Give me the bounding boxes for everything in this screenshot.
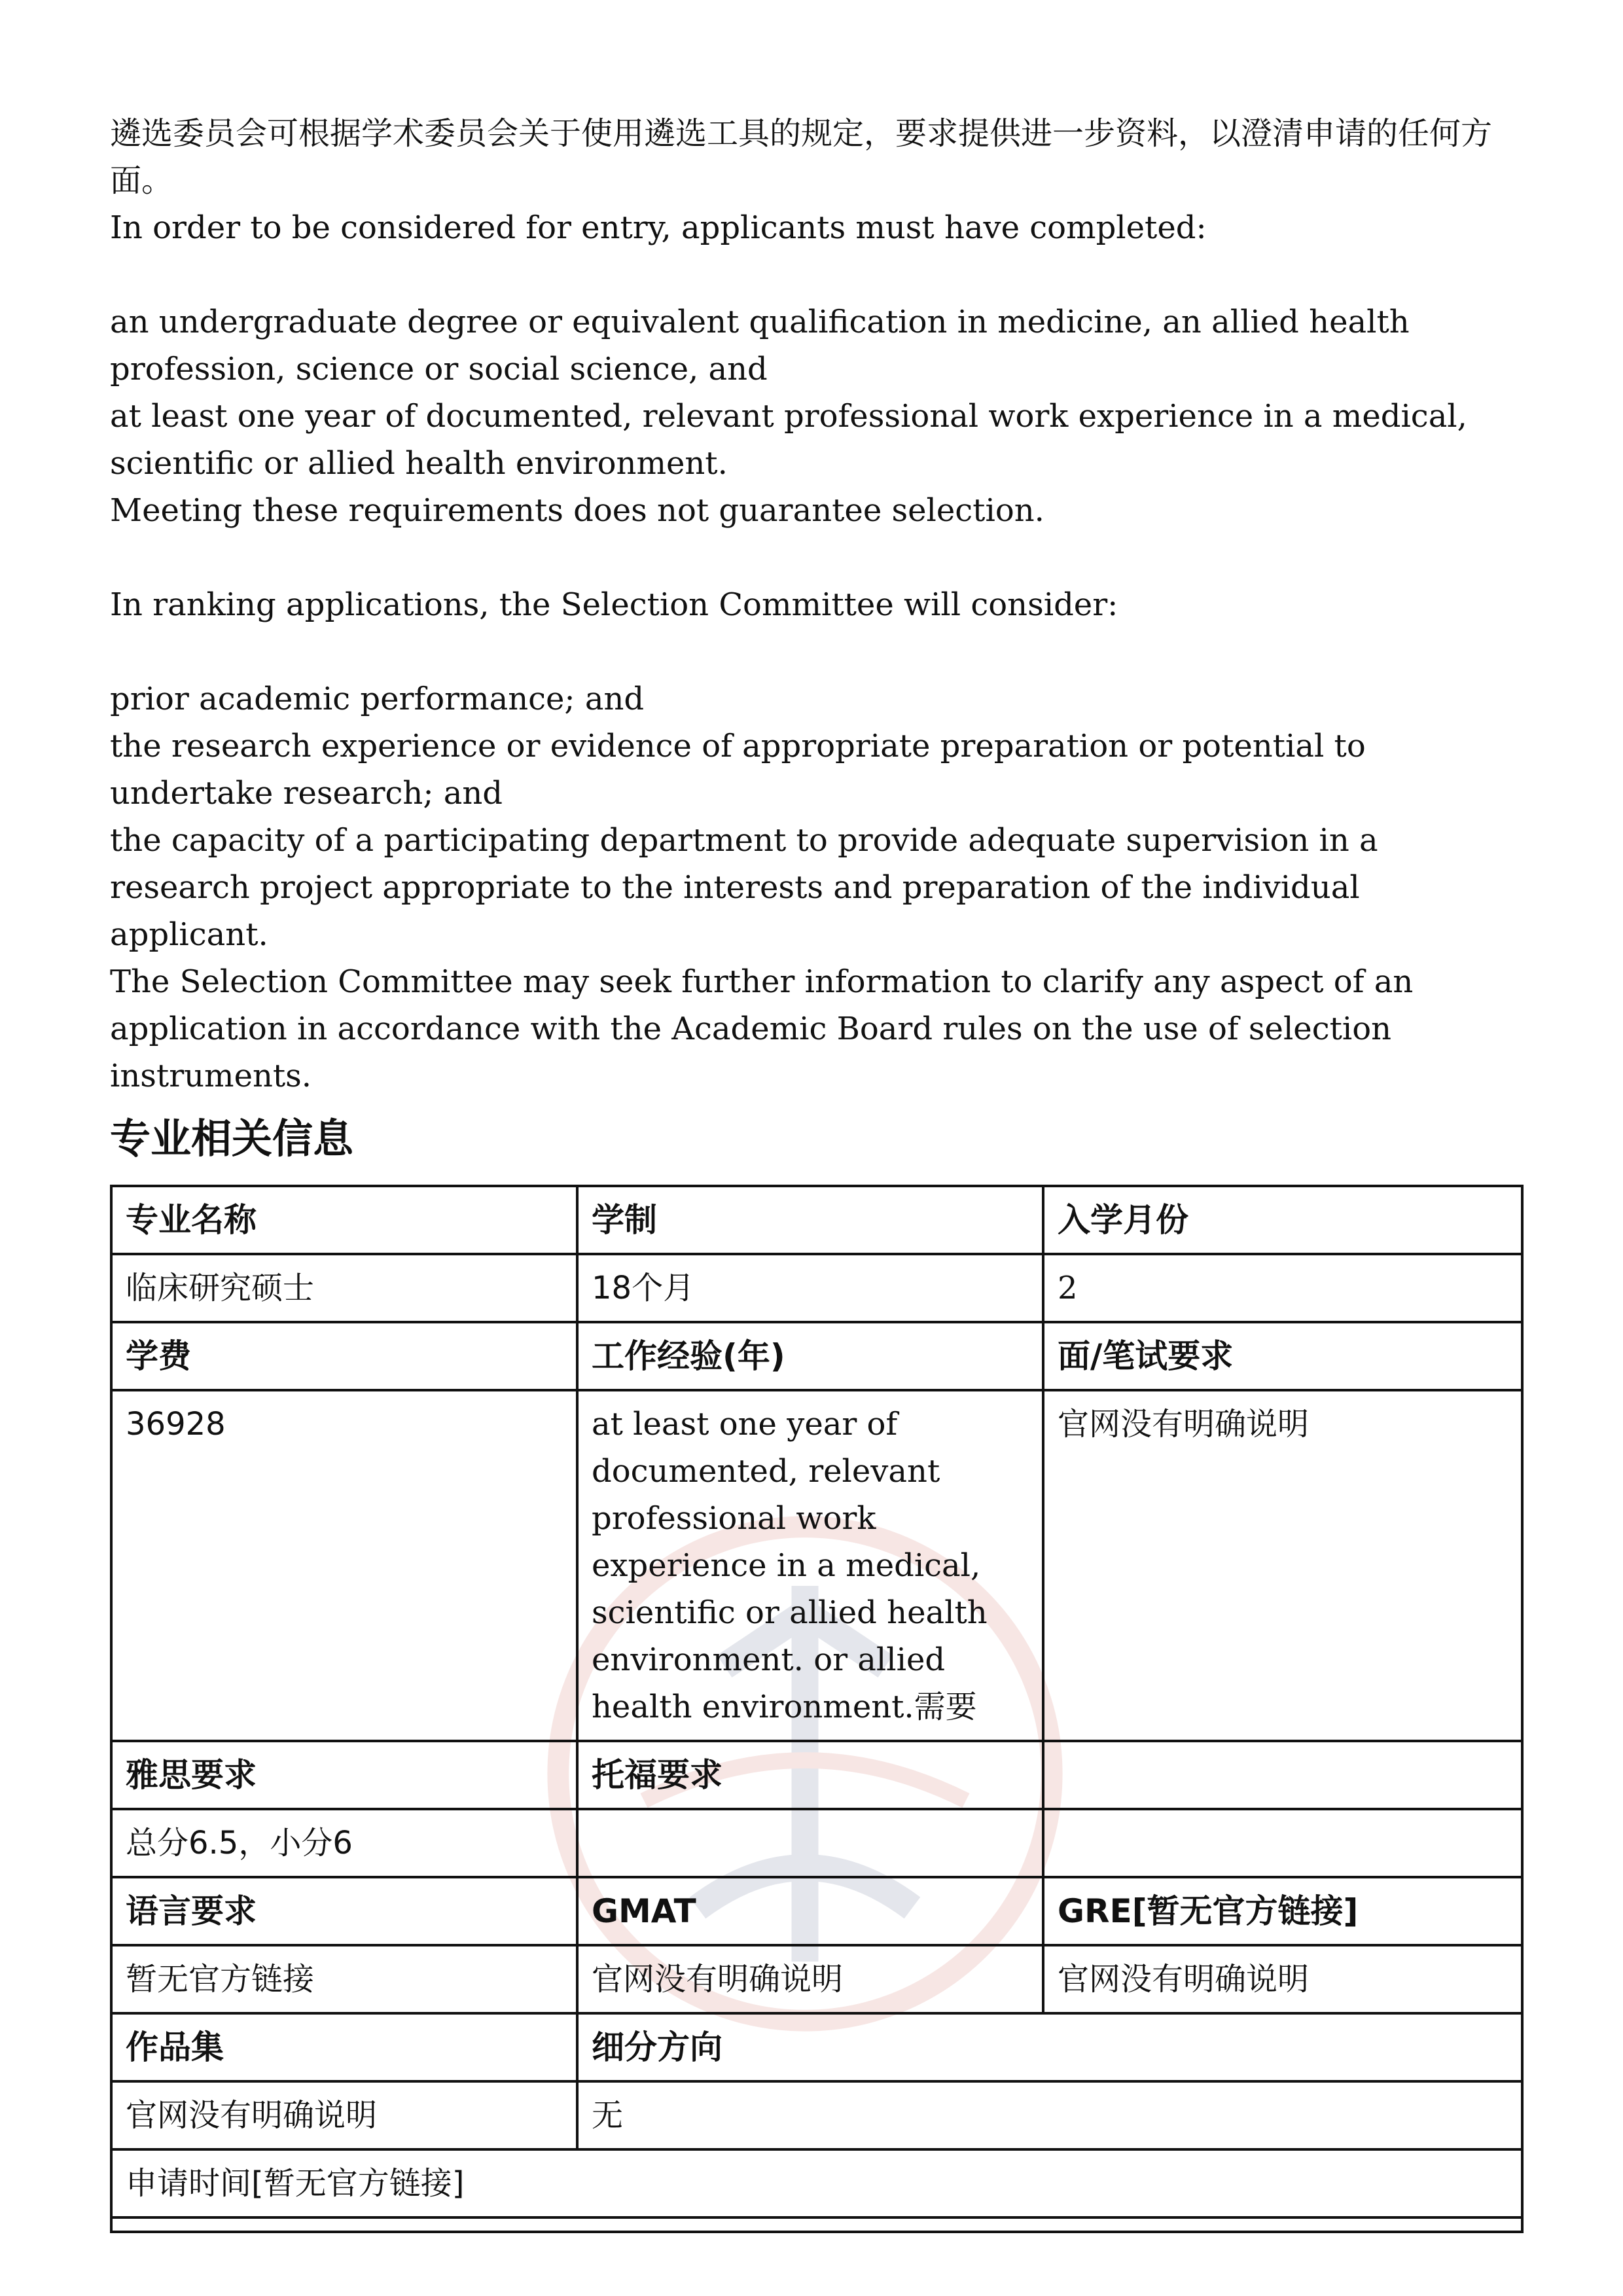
- zh-note: 遴选委员会可根据学术委员会关于使用遴选工具的规定，要求提供进一步资料，以澄清申请的任何方面。: [110, 115, 1493, 199]
- work-experience-value: at least one year of documented, relevant professional work experience in a medical, scientific or allied health environment. or allied health environment.需要: [577, 1390, 1043, 1741]
- requirement-1: an undergraduate degree or equivalent qualification in medicine, an allied health profession, science or social science, and: [110, 304, 1410, 387]
- interview-value: 官网没有明确说明: [1043, 1390, 1522, 1741]
- section-title: 专业相关信息: [110, 1115, 354, 1162]
- table-row: [111, 1741, 1522, 1809]
- table-row: [111, 1254, 1522, 1322]
- ranking-criterion-1: prior academic performance; and: [110, 681, 645, 717]
- toefl-label: 托福要求: [577, 1741, 1043, 1809]
- requirement-2: at least one year of documented, relevant professional work experience in a medical, scientific or allied health environment.: [110, 398, 1467, 482]
- gre-label: GRE[暂无官方链接]: [1043, 1877, 1522, 1945]
- empty-cell: [111, 2217, 1522, 2232]
- program-name-value: 临床研究硕士: [111, 1254, 577, 1322]
- toefl-value: [577, 1809, 1043, 1877]
- table-row: [111, 1945, 1522, 2013]
- interview-label: 面/笔试要求: [1043, 1322, 1522, 1390]
- table-row: [111, 2217, 1522, 2232]
- tuition-value: 36928: [111, 1390, 577, 1741]
- specialization-value: 无: [577, 2081, 1522, 2149]
- table-row: [111, 1186, 1522, 1254]
- portfolio-value: 官网没有明确说明: [111, 2081, 577, 2149]
- table-row: [111, 2081, 1522, 2149]
- requirement-note: Meeting these requirements does not guarantee selection.: [110, 492, 1044, 529]
- program-info-table: [110, 1185, 1524, 2233]
- table-row: [111, 1322, 1522, 1390]
- program-name-label: 专业名称: [111, 1186, 577, 1254]
- gmat-label: GMAT: [577, 1877, 1043, 1945]
- gmat-value: 官网没有明确说明: [577, 1945, 1043, 2013]
- ielts-value: 总分6.5，小分6: [111, 1809, 577, 1877]
- ranking-criterion-2: the research experience or evidence of appropriate preparation or potential to undertake research; and: [110, 728, 1366, 812]
- ielts-label: 雅思要求: [111, 1741, 577, 1809]
- intro-text: [110, 110, 1524, 1100]
- gre-value: 官网没有明确说明: [1043, 1945, 1522, 2013]
- language-label: 语言要求: [111, 1877, 577, 1945]
- intake-month-label: 入学月份: [1043, 1186, 1522, 1254]
- empty-cell: [1043, 1741, 1522, 1809]
- empty-cell: [1043, 1809, 1522, 1877]
- table-row: [111, 2013, 1522, 2081]
- tuition-label: 学费: [111, 1322, 577, 1390]
- table-row: [111, 1809, 1522, 1877]
- ranking-intro: In ranking applications, the Selection Committee will consider:: [110, 586, 1118, 623]
- entry-intro: In order to be considered for entry, applicants must have completed:: [110, 209, 1207, 246]
- ranking-criterion-3: the capacity of a participating department to provide adequate supervision in a research project appropriate to the interests and preparation of the individual applicant.: [110, 822, 1378, 953]
- work-experience-label: 工作经验(年): [577, 1322, 1043, 1390]
- language-value: 暂无官方链接: [111, 1945, 577, 2013]
- closing-statement: The Selection Committee may seek further information to clarify any aspect of an application in accordance with the Academic Board rules on the use of selection instruments.: [110, 963, 1414, 1094]
- table-row: [111, 1877, 1522, 1945]
- portfolio-label: 作品集: [111, 2013, 577, 2081]
- intake-month-value: 2: [1043, 1254, 1522, 1322]
- specialization-label: 细分方向: [577, 2013, 1522, 2081]
- application-time-label: 申请时间[暂无官方链接]: [111, 2149, 1522, 2217]
- duration-value: 18个月: [577, 1254, 1043, 1322]
- table-row: [111, 2149, 1522, 2217]
- table-row: [111, 1390, 1522, 1741]
- duration-label: 学制: [577, 1186, 1043, 1254]
